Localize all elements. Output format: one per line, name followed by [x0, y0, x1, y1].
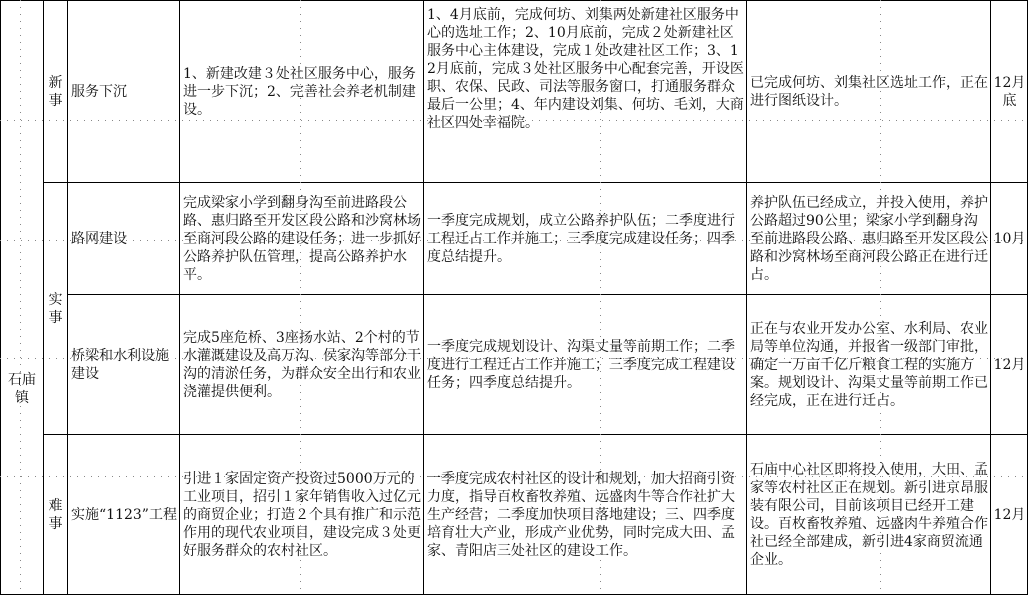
goal-text: 完成梁家小学到翻身沟至前进路段公路、惠归路至开发区段公路和沙窝林场至商河段公路的建设任务；进一步抓好公路养护队伍管理，提高公路养护水平。	[183, 194, 421, 283]
deadline-cell	[993, 296, 1026, 433]
progress-cell	[750, 2, 988, 181]
plan-text: 一季度完成规划设计、沟渠丈量等前期工作；二季度进行工程迁占工作并施工；三季度完成工程建设任务；四季度总结提升。	[427, 338, 735, 391]
plan-cell	[427, 6, 744, 181]
progress-cell	[750, 296, 988, 433]
category-cell	[45, 184, 66, 433]
progress-cell	[750, 436, 988, 593]
goal-cell	[183, 296, 421, 433]
deadline-cell	[993, 184, 1026, 293]
progress-text: 石庙中心社区即将投入使用，大田、孟家等农村社区正在规划。新引进京昂服装有限公司，目前该项目已经开工建设。百枚畜牧养殖、远盛肉牛养殖合作社已经全部建成，新引进4家商贸流通企业。	[750, 461, 988, 568]
project-cell	[71, 436, 177, 593]
category-cell	[45, 2, 66, 181]
project-cell	[71, 296, 177, 433]
deadline-text: 12月	[993, 356, 1026, 373]
town-name: 石庙镇	[8, 371, 36, 406]
plan-cell	[427, 436, 744, 593]
goal-cell	[183, 184, 421, 293]
plan-text: 一季度完成规划，成立公路养护队伍；二季度进行工程迁占工作并施工；三季度完成建设任务；四季度总结提升。	[427, 212, 735, 265]
project-name: 服务下沉	[71, 83, 127, 100]
progress-cell	[750, 184, 988, 293]
plan-cell	[427, 296, 744, 433]
progress-text: 正在与农业开发办公室、水利局、农业局等单位沟通，并报省一级部门审批，确定一万亩千亿斤粮食工程的实施方案。规划设计、沟渠丈量等前期工作已经完成，正在进行迁占。	[750, 320, 988, 409]
deadline-text: 10月	[993, 230, 1026, 247]
progress-text: 养护队伍已经成立，并投入使用，养护公路超过90公里；梁家小学到翻身沟至前进路段公路、惠归路至开发区段公路和沙窝林场至商河段公路正在进行迁占。	[750, 194, 988, 283]
project-name: 实施“1123”工程	[71, 506, 177, 523]
project-cell	[71, 2, 177, 181]
project-name: 路网建设	[71, 230, 127, 247]
deadline-cell	[993, 2, 1026, 181]
town-cell	[2, 183, 42, 594]
progress-text: 已完成何坊、刘集社区选址工作，正在进行图纸设计。	[750, 74, 988, 109]
goal-text: 1、新建改建３处社区服务中心，服务进一步下沉；2、完善社会养老机制建设。	[183, 65, 416, 118]
plan-cell	[427, 184, 744, 293]
category-label: 新事	[48, 74, 63, 109]
plan-text: 1、4月底前，完成何坊、刘集两处新建社区服务中心的选址工作；2、10月底前，完成２处新建社区服务中心主体建设，完成１处改建社区工作；3、12月底前，完成３处社区服务中心配套完善，开设医职、农保、民政、司法等服务窗口，打通服务群众最后一公里；4、年内建设刘集、何坊、毛刘，大商社区四处幸福院。	[427, 7, 744, 131]
project-cell	[71, 184, 177, 293]
deadline-text: 12月	[993, 506, 1026, 523]
plan-text: 一季度完成农村社区的设计和规划，加大招商引资力度，指导百枚畜牧养殖、远盛肉牛等合作社扩大生产经营；二季度加快项目落地建设；三、四季度培育壮大产业，形成产业优势，同时完成大田、孟家、青阳店三处社区的建设工作。	[427, 470, 735, 559]
category-cell	[45, 436, 66, 593]
deadline-text: 12月底	[993, 74, 1026, 109]
goal-cell	[183, 436, 421, 593]
category-label: 难事	[48, 497, 63, 532]
goal-cell	[183, 2, 421, 181]
goal-text: 完成5座危桥、3座扬水站、2个村的节水灌溉建设及高万沟、侯家沟等部分干沟的清淤任务，为群众安全出行和农业浇灌提供便利。	[183, 329, 421, 400]
goal-text: 引进１家固定资产投资过5000万元的工业项目，招引１家年销售收入过亿元的商贸企业；打造２个具有推广和示范作用的现代农业项目，建设完成３处更好服务群众的农村社区。	[183, 470, 421, 559]
deadline-cell	[993, 436, 1026, 593]
category-label: 实事	[48, 291, 63, 326]
project-name: 桥梁和水利设施建设	[71, 347, 169, 382]
